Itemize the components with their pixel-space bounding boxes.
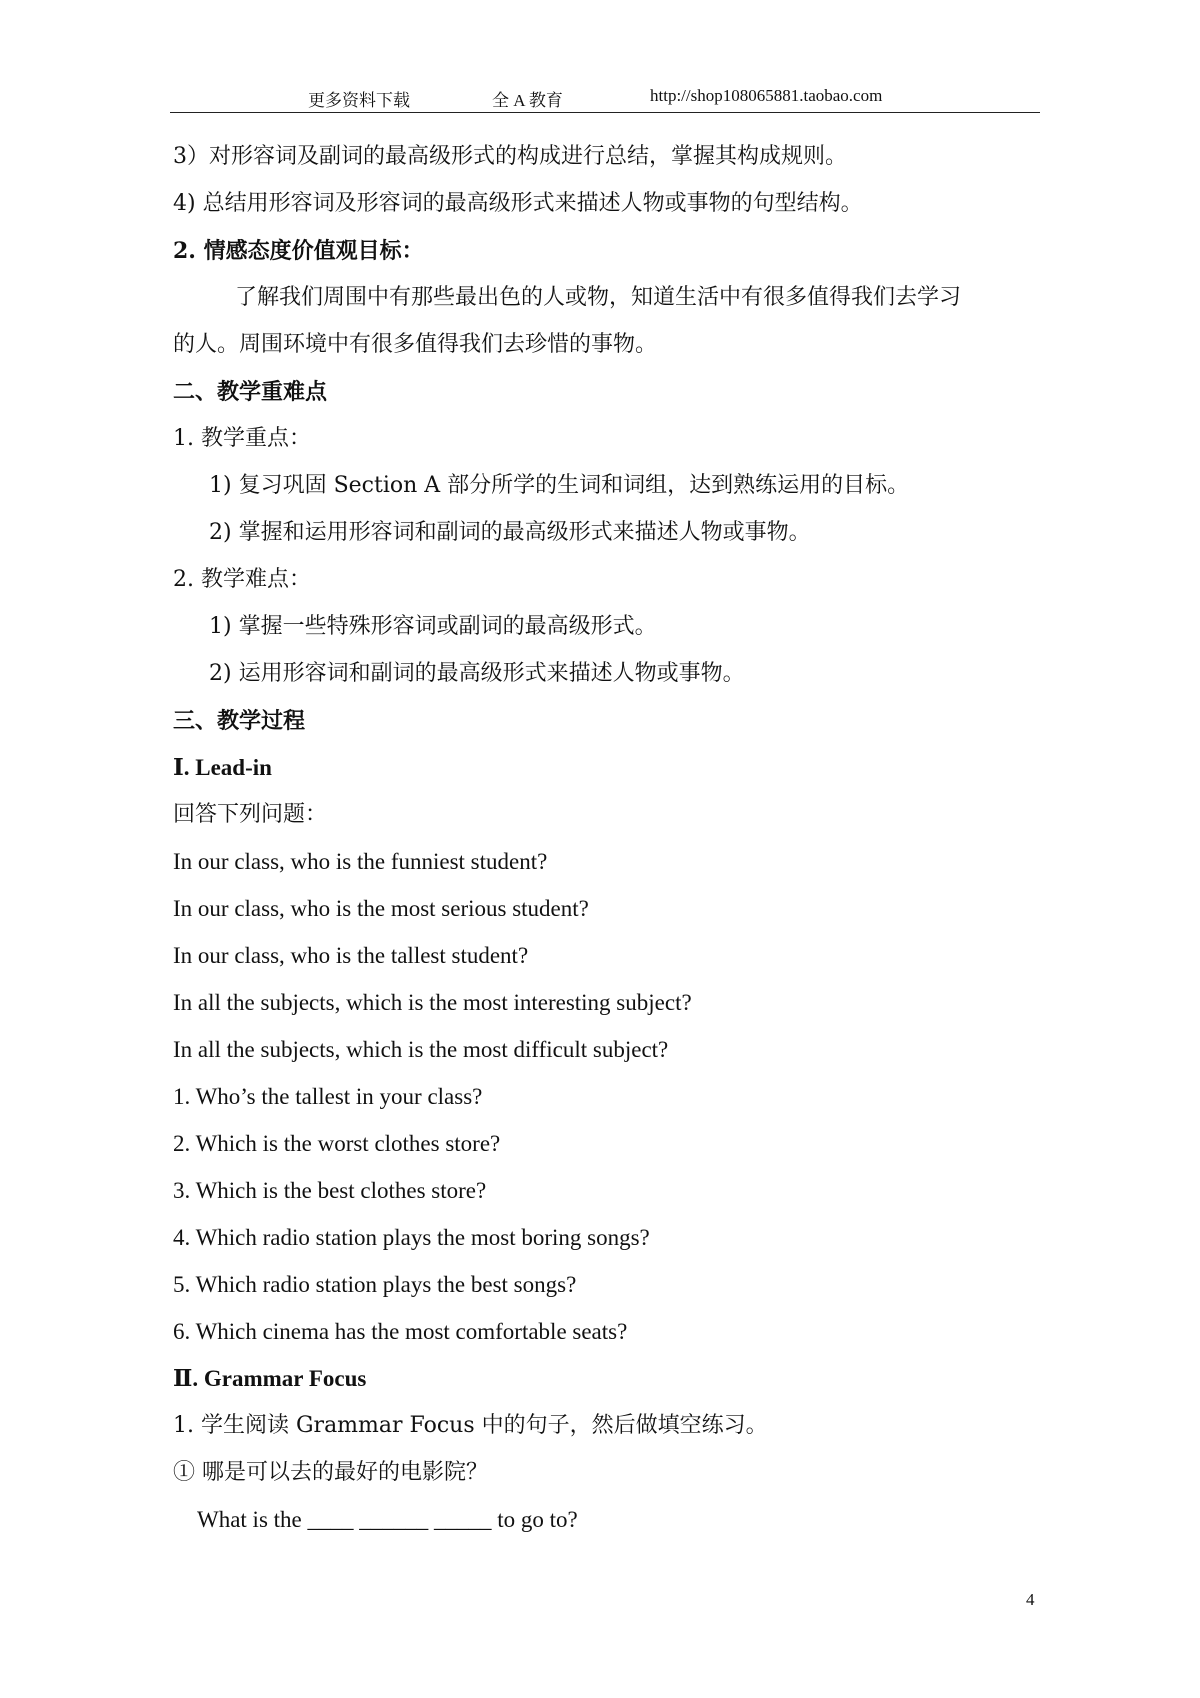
numbered-question: 3. Which is the best clothes store? — [173, 1178, 487, 1203]
difficult-points-heading: 2. 教学难点： — [173, 567, 311, 592]
question-line: In our class, who is the funniest student? — [173, 849, 548, 874]
header-brand-text: 全 A 教育 — [492, 91, 563, 110]
page-number: 4 — [1026, 1590, 1035, 1609]
difficult-point-2: 2) 运用形容词和副词的最高级形式来描述人物或事物。 — [209, 661, 745, 686]
numbered-question: 4. Which radio station plays the most boring songs? — [173, 1225, 650, 1250]
key-point-2: 2) 掌握和运用形容词和副词的最高级形式来描述人物或事物。 — [209, 520, 811, 545]
answer-questions-instruction: 回答下列问题： — [173, 802, 328, 827]
numbered-question: 6. Which cinema has the most comfortable seats? — [173, 1319, 628, 1344]
header-download-text: 更多资料下载 — [308, 91, 410, 110]
numbered-question: 5. Which radio station plays the best songs? — [173, 1272, 577, 1297]
objective-item-3: 3）对形容词及副词的最高级形式的构成进行总结，掌握其构成规则。 — [173, 144, 847, 169]
key-points-heading: 1. 教学重点： — [173, 426, 311, 451]
lead-in-heading: Ⅰ. Lead-in — [173, 755, 272, 780]
exercise-item-1-chinese: ① 哪是可以去的最好的电影院？ — [173, 1460, 488, 1485]
emotion-goal-heading: 2. 情感态度价值观目标： — [173, 238, 424, 264]
question-line: In our class, who is the tallest student? — [173, 943, 529, 968]
grammar-focus-heading: Ⅱ. Grammar Focus — [173, 1366, 367, 1391]
numbered-question: 2. Which is the worst clothes store? — [173, 1131, 501, 1156]
difficult-point-1: 1) 掌握一些特殊形容词或副词的最高级形式。 — [209, 614, 657, 639]
exercise-item-1-blank-sentence: What is the ____ ______ _____ to go to? — [197, 1507, 578, 1532]
section-heading-teaching-process: 三、教学过程 — [173, 708, 306, 734]
key-point-1: 1) 复习巩固 Section A 部分所学的生词和词组，达到熟练运用的目标。 — [209, 473, 910, 498]
section-heading-key-difficult-points: 二、教学重难点 — [173, 379, 328, 405]
grammar-focus-instruction: 1. 学生阅读 Grammar Focus 中的句子，然后做填空练习。 — [173, 1413, 768, 1438]
question-line: In our class, who is the most serious student? — [173, 896, 589, 921]
emotion-goal-paragraph-line-2: 的人。周围环境中有很多值得我们去珍惜的事物。 — [173, 332, 658, 357]
numbered-question: 1. Who’s the tallest in your class? — [173, 1084, 483, 1109]
page-header — [170, 86, 1040, 113]
objective-item-4: 4) 总结用形容词及形容词的最高级形式来描述人物或事物的句型结构。 — [173, 191, 863, 216]
question-line: In all the subjects, which is the most interesting subject? — [173, 990, 692, 1015]
emotion-goal-paragraph-line-1: 了解我们周围中有那些最出色的人或物，知道生活中有很多值得我们去学习 — [235, 285, 962, 310]
question-line: In all the subjects, which is the most difficult subject? — [173, 1037, 669, 1062]
header-shop-link[interactable]: http://shop108065881.taobao.com — [650, 86, 883, 105]
